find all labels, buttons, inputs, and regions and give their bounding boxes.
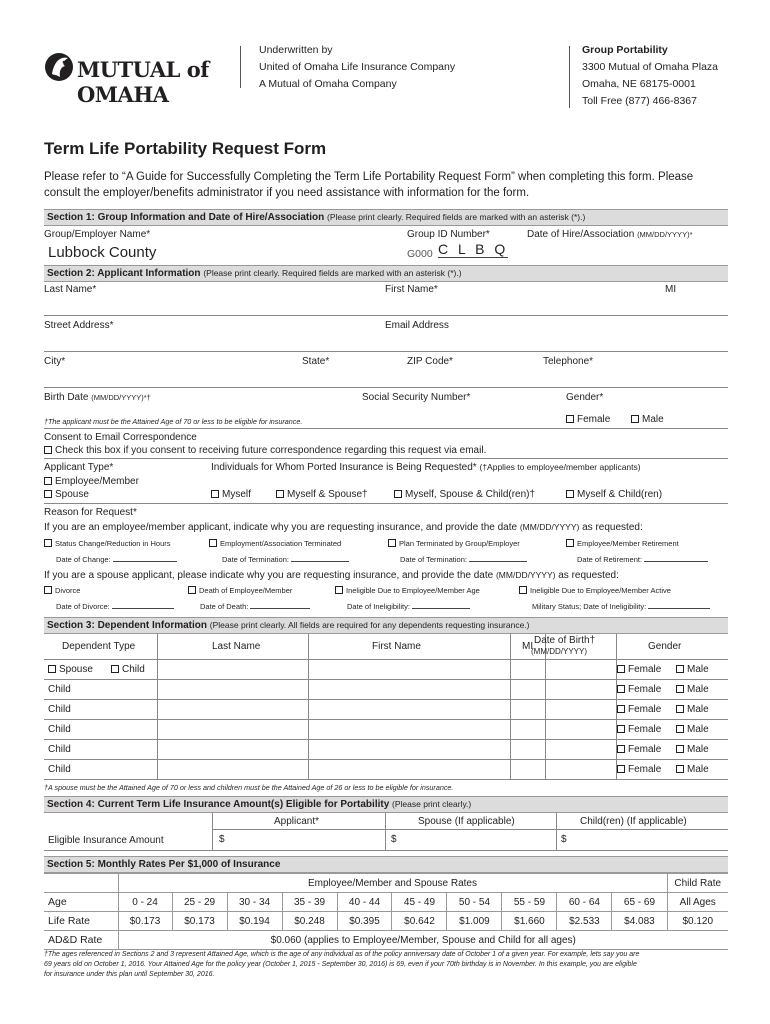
- emp-reason-text: [44, 522, 643, 533]
- emp-reason-4-checkbox[interactable]: [566, 539, 574, 547]
- age-cell: 55 - 59: [502, 893, 557, 912]
- sp-date-2[interactable]: [200, 602, 310, 611]
- first-name-field[interactable]: [385, 297, 655, 313]
- row-divider: [44, 679, 728, 680]
- applicant-type-label: Applicant Type*: [44, 462, 114, 473]
- dep-male-option[interactable]: [676, 684, 709, 695]
- dep-female-label: Female: [628, 744, 662, 755]
- section4-title: Section 4: Current Term Life Insurance Amount(s) Eligible for Portability: [47, 799, 390, 810]
- applicant-col: Applicant*: [274, 816, 320, 827]
- group-id-prefix: G000: [407, 248, 433, 260]
- emp-reason-2-label: Employment/Association Terminated: [220, 539, 342, 548]
- consent-checkbox[interactable]: [44, 446, 52, 454]
- myself-children-option[interactable]: [566, 489, 662, 500]
- add-rate-text: $0.060 (applies to Employee/Member, Spouse and Child for all ages): [118, 931, 728, 950]
- rate-cell: $0.173: [118, 912, 172, 931]
- age-cell: 30 - 34: [227, 893, 282, 912]
- col-mi: MI: [522, 641, 534, 652]
- group-name-label: Group/Employer Name*: [44, 229, 151, 240]
- ssn-field[interactable]: [362, 405, 552, 415]
- col-first-name: First Name: [372, 641, 421, 652]
- underwriter-line3: A Mutual of Omaha Company: [259, 78, 397, 90]
- sp-reason-1[interactable]: [44, 586, 80, 595]
- dep-female-label: Female: [628, 684, 662, 695]
- rate-cell: $1.009: [447, 912, 502, 931]
- dep-female-label: Female: [628, 764, 662, 775]
- dependent-table: [44, 634, 728, 780]
- intro-text: [44, 169, 734, 201]
- individuals-note: (†Applies to employee/member applicants): [479, 462, 641, 472]
- emp-reason-4[interactable]: [566, 539, 679, 548]
- emp-date-3[interactable]: [400, 555, 527, 564]
- divider: [44, 503, 728, 504]
- sp-reason-3-checkbox[interactable]: [335, 586, 343, 594]
- emp-reason-2-checkbox[interactable]: [209, 539, 217, 547]
- rate-cell: $0.173: [172, 912, 227, 931]
- state-label: State*: [302, 356, 330, 367]
- divider: [44, 351, 728, 352]
- age-note: †The applicant must be the Attained Age of 70 or less to be eligible for insurance.: [44, 417, 303, 426]
- add-rate-label: AD&D Rate: [44, 931, 118, 950]
- dep-female-label: Female: [628, 704, 662, 715]
- emp-reason-1-checkbox[interactable]: [44, 539, 52, 547]
- section3-title: Section 3: Dependent Information: [47, 620, 208, 631]
- section3-footnote: †A spouse must be the Attained Age of 70 or less and children must be the Attained Age of 26 or less to be eligible for insurance.: [44, 783, 454, 792]
- sp-reason-3[interactable]: [335, 586, 480, 595]
- telephone-label: Telephone*: [543, 356, 594, 367]
- dep-child-label: Child: [122, 664, 145, 675]
- dep-male-option[interactable]: [676, 664, 709, 675]
- dep-male-checkbox[interactable]: [676, 665, 684, 673]
- sp-date-4-label: Military Status; Date of Ineligibility:: [532, 602, 647, 611]
- consent-option[interactable]: [44, 445, 486, 456]
- age-cell: 25 - 29: [172, 893, 227, 912]
- dep-row-label: Child: [48, 764, 71, 775]
- age-cell: 0 - 24: [118, 893, 172, 912]
- telephone-field[interactable]: [543, 369, 723, 385]
- sp-date-1-label: Date of Divorce:: [56, 602, 110, 611]
- myself-option[interactable]: [211, 489, 251, 500]
- dep-spouse-checkbox[interactable]: [48, 665, 56, 673]
- emp-date-3-label: Date of Termination:: [400, 555, 467, 564]
- address-line2: Omaha, NE 68175-0001: [582, 78, 696, 90]
- col-divider: [510, 634, 511, 780]
- dep-female-option[interactable]: [617, 764, 661, 775]
- child-age-cell: All Ages: [667, 893, 728, 912]
- col-divider: [157, 634, 158, 780]
- city-label: City*: [44, 356, 66, 367]
- rates-table: [44, 873, 728, 950]
- add-rate-row: [44, 931, 728, 950]
- children-col: [580, 816, 687, 827]
- rates-corner: [44, 874, 118, 893]
- sp-reason-4-checkbox[interactable]: [519, 586, 527, 594]
- rate-cell: $0.248: [282, 912, 337, 931]
- sp-reason-2-checkbox[interactable]: [188, 586, 196, 594]
- dep-female-checkbox[interactable]: [617, 705, 625, 713]
- hire-date-text: Date of Hire/Association: [527, 229, 635, 240]
- age-cell: 65 - 69: [612, 893, 667, 912]
- emp-date-1[interactable]: [56, 555, 177, 564]
- sp-reason-4[interactable]: [519, 586, 671, 595]
- consent-title: Consent to Email Correspondence: [44, 432, 197, 443]
- dep-male-checkbox[interactable]: [676, 745, 684, 753]
- logo-text: MUTUAL of OMAHA: [77, 57, 209, 107]
- emp-reason-2[interactable]: [209, 539, 341, 548]
- sp-reason-3-label: Ineligible Due to Employee/Member Age: [346, 586, 480, 595]
- sp-reason-as-requested: as requested:: [558, 570, 619, 581]
- row-divider: [44, 779, 728, 780]
- dep-male-label: Male: [687, 764, 709, 775]
- age-label: Age: [44, 893, 118, 912]
- rates-group-header: Employee/Member and Spouse Rates: [118, 874, 667, 893]
- last-name-field[interactable]: [44, 297, 374, 313]
- dep-child-checkbox[interactable]: [111, 665, 119, 673]
- dep-male-label: Male: [687, 664, 709, 675]
- dep-male-checkbox[interactable]: [676, 725, 684, 733]
- employee-member-checkbox[interactable]: [44, 477, 52, 485]
- rate-cell: $4.083: [612, 912, 667, 931]
- footnote-line3: for insurance under this plan until September 30, 2016.: [44, 971, 215, 978]
- ssn-label: Social Security Number*: [362, 392, 471, 403]
- row-divider: [44, 739, 728, 740]
- sp-reason-1-label: Divorce: [55, 586, 81, 595]
- section1-title: Section 1: Group Information and Date of Hire/Association: [47, 212, 325, 223]
- spouse-type-option[interactable]: [48, 664, 93, 675]
- col-divider: [385, 813, 386, 851]
- dep-male-label: Male: [687, 744, 709, 755]
- emp-reason-as-requested: as requested:: [582, 522, 643, 533]
- emp-reason-3-label: Plan Terminated by Group/Employer: [399, 539, 520, 548]
- phone: Toll Free (877) 466-8367: [582, 95, 697, 107]
- individuals-text: Individuals for Whom Ported Insurance is Being Requested*: [211, 462, 477, 473]
- email-label: Email Address: [385, 320, 449, 331]
- col-dependent-type: Dependent Type: [62, 641, 136, 652]
- life-rate-row: [44, 912, 728, 931]
- emp-date-2[interactable]: [222, 555, 349, 564]
- street-field[interactable]: [44, 333, 374, 349]
- age-row: [44, 893, 728, 912]
- dep-male-option[interactable]: [676, 704, 709, 715]
- section5-title: Section 5: Monthly Rates Per $1,000 of Insurance: [47, 859, 281, 870]
- dep-male-checkbox[interactable]: [676, 685, 684, 693]
- underwriter-line2: United of Omaha Life Insurance Company: [259, 61, 456, 73]
- col-gender: Gender: [648, 641, 682, 652]
- myself-children-checkbox[interactable]: [566, 490, 574, 498]
- section1-header: [44, 209, 728, 226]
- city-field[interactable]: [44, 369, 294, 385]
- myself-spouse-option[interactable]: [276, 489, 368, 500]
- children-col-label: Child(ren): [580, 816, 624, 827]
- life-rate-label: Life Rate: [44, 912, 118, 931]
- footnote-line2: 69 years old on October 1, 2016. Your Attained Age for the policy year (October 1, 2015 - September 30, 2016) is 69, even if your 70th birthday is in November. In this example, you are eligible: [44, 961, 637, 968]
- myself-spouse-label: Myself & Spouse†: [287, 489, 368, 500]
- age-cell: 60 - 64: [557, 893, 612, 912]
- birth-date-label: [44, 392, 151, 403]
- dep-male-option[interactable]: [676, 724, 709, 735]
- last-name-label: Last Name*: [44, 284, 97, 295]
- female-checkbox[interactable]: [566, 415, 574, 423]
- dep-row-label: Child: [48, 724, 71, 735]
- col-dob: Date of Birth†: [534, 635, 596, 646]
- myself-spouse-children-checkbox[interactable]: [394, 490, 402, 498]
- group-id-label: Group ID Number*: [407, 229, 490, 240]
- section4-header: [44, 796, 728, 813]
- spouse-col: [418, 816, 515, 827]
- spouse-amount-field[interactable]: $: [391, 834, 397, 845]
- sp-reason-2[interactable]: [188, 586, 292, 595]
- intro-line2: consult the employer/benefits administrator if you need assistance with information for the form.: [44, 187, 530, 199]
- underwriter-line1: Underwritten by: [259, 44, 333, 56]
- section5-header: [44, 856, 728, 873]
- section2-note: (Please print clearly. Required fields are marked with an asterisk (*).): [203, 268, 462, 278]
- dep-row-label: Child: [48, 704, 71, 715]
- col-divider: [212, 813, 213, 851]
- myself-children-label: Myself & Child(ren): [577, 489, 663, 500]
- spouse-label: Spouse: [55, 489, 89, 500]
- sp-reason-2-label: Death of Employee/Member: [199, 586, 293, 595]
- dep-female-option[interactable]: [617, 724, 661, 735]
- mi-label: MI: [665, 284, 677, 295]
- dep-female-label: Female: [628, 664, 662, 675]
- dep-female-option[interactable]: [617, 684, 661, 695]
- divider: [44, 387, 728, 388]
- divider: [44, 428, 728, 429]
- emp-reason-date-format: (MM/DD/YYYY): [519, 522, 580, 532]
- birth-date-field[interactable]: [44, 405, 344, 415]
- zip-label: ZIP Code*: [407, 356, 453, 367]
- children-col-note: (If applicable): [626, 816, 687, 827]
- dep-female-checkbox[interactable]: [617, 725, 625, 733]
- spouse-option[interactable]: [44, 489, 89, 500]
- dep-male-option[interactable]: [676, 744, 709, 755]
- child-type-option[interactable]: [111, 664, 145, 675]
- child-rate-cell: $0.120: [667, 912, 728, 931]
- birth-date-text: Birth Date: [44, 392, 89, 403]
- dep-female-option[interactable]: [617, 664, 661, 675]
- divider: [44, 458, 728, 459]
- dep-male-label: Male: [687, 684, 709, 695]
- age-cell: 35 - 39: [282, 893, 337, 912]
- amount-table: [44, 813, 728, 851]
- individuals-label: [211, 462, 641, 473]
- section3-note: (Please print clearly. All fields are required for any dependents requesting insurance.): [209, 620, 530, 630]
- dep-female-checkbox[interactable]: [617, 665, 625, 673]
- intro-line1: Please refer to “A Guide for Successfully Completing the Term Life Portability Request Form” when completing this form. Please: [44, 171, 694, 183]
- row-divider: [44, 659, 728, 660]
- consent-text: Check this box if you consent to receiving future correspondence regarding this request via email.: [55, 445, 487, 456]
- reason-title: Reason for Request*: [44, 507, 137, 518]
- group-id-field[interactable]: C L B Q: [438, 241, 509, 257]
- logo-emblem-icon: [44, 50, 74, 84]
- myself-spouse-children-label: Myself, Spouse & Child(ren)†: [405, 489, 536, 500]
- dep-male-option[interactable]: [676, 764, 709, 775]
- sp-date-1[interactable]: [56, 602, 174, 611]
- row-divider: [44, 699, 728, 700]
- dep-row-label: Child: [48, 744, 71, 755]
- first-name-label: First Name*: [385, 284, 438, 295]
- street-label: Street Address*: [44, 320, 114, 331]
- rates-child-header: Child Rate: [667, 874, 728, 893]
- rate-cell: $0.642: [392, 912, 447, 931]
- header-divider-right: [569, 46, 570, 108]
- dep-spouse-label: Spouse: [59, 664, 93, 675]
- emp-reason-3[interactable]: [388, 539, 520, 548]
- myself-spouse-checkbox[interactable]: [276, 490, 284, 498]
- birth-date-format: (MM/DD/YYYY)*†: [91, 393, 151, 402]
- sp-reason-date-format: (MM/DD/YYYY): [495, 570, 556, 580]
- emp-reason-1-label: Status Change/Reduction in Hours: [55, 539, 171, 548]
- male-label: Male: [642, 414, 664, 425]
- male-checkbox[interactable]: [631, 415, 639, 423]
- spouse-checkbox[interactable]: [44, 490, 52, 498]
- sp-date-3[interactable]: [347, 602, 470, 611]
- section3-header: [44, 617, 728, 634]
- sp-date-3-label: Date of Ineligibility:: [347, 602, 410, 611]
- section2-title: Section 2: Applicant Information: [47, 268, 201, 279]
- emp-reason-3-checkbox[interactable]: [388, 539, 396, 547]
- age-cell: 45 - 49: [392, 893, 447, 912]
- address-line1: 3300 Mutual of Omaha Plaza: [582, 61, 718, 73]
- myself-checkbox[interactable]: [211, 490, 219, 498]
- dep-male-label: Male: [687, 704, 709, 715]
- emp-reason-sentence: If you are an employee/member applicant, indicate why you are requesting insurance, and provide the date: [44, 522, 518, 533]
- dep-row-label: Child: [48, 684, 71, 695]
- page-title: Term Life Portability Request Form: [44, 139, 327, 158]
- dep-female-checkbox[interactable]: [617, 685, 625, 693]
- female-label: Female: [577, 414, 611, 425]
- eligible-amount-label: Eligible Insurance Amount: [48, 835, 164, 846]
- dep-male-checkbox[interactable]: [676, 705, 684, 713]
- group-name-field[interactable]: Lubbock County: [48, 244, 157, 261]
- sp-reason-text: [44, 570, 619, 581]
- row-divider: [212, 829, 728, 830]
- email-field[interactable]: [385, 333, 725, 349]
- age-cell: 50 - 54: [447, 893, 502, 912]
- row-divider: [44, 759, 728, 760]
- emp-date-1-label: Date of Change:: [56, 555, 111, 564]
- row-divider: [44, 850, 728, 851]
- dep-male-checkbox[interactable]: [676, 765, 684, 773]
- col-divider: [308, 634, 309, 780]
- rate-cell: $2.533: [557, 912, 612, 931]
- footnote-line1: †The ages referenced in Sections 2 and 3 represent Attained Age, which is the age of any individual as of the policy anniversary date of October 1 of a given year. For example, lets say you are: [44, 951, 640, 958]
- col-dob-format: (MM/DD/YYYY): [531, 647, 587, 656]
- sp-reason-sentence: If you are a spouse applicant, please indicate why you are requesting insurance, and provide the date: [44, 570, 494, 581]
- dep-female-checkbox[interactable]: [617, 745, 625, 753]
- divider: [44, 315, 728, 316]
- emp-reason-4-label: Employee/Member Retirement: [577, 539, 679, 548]
- state-field[interactable]: [302, 369, 397, 385]
- myself-label: Myself: [222, 489, 251, 500]
- dep-female-checkbox[interactable]: [617, 765, 625, 773]
- underwriter-block: [259, 42, 455, 93]
- hire-date-label: [527, 229, 692, 240]
- dept-name: Group Portability: [582, 44, 668, 56]
- applicant-amount-field[interactable]: $: [219, 834, 225, 845]
- sp-date-2-label: Date of Death:: [200, 602, 249, 611]
- dep-female-label: Female: [628, 724, 662, 735]
- col-divider: [556, 813, 557, 851]
- children-amount-field[interactable]: $: [561, 834, 567, 845]
- section1-note: (Please print clearly. Required fields are marked with an asterisk (*).): [327, 212, 586, 222]
- dep-female-option[interactable]: [617, 744, 661, 755]
- rate-cell: $0.395: [337, 912, 392, 931]
- gender-female-option[interactable]: [566, 414, 610, 425]
- col-last-name: Last Name: [212, 641, 261, 652]
- zip-field[interactable]: [407, 369, 537, 385]
- logo: [44, 50, 244, 107]
- hire-date-field[interactable]: [527, 244, 727, 262]
- row-divider: [44, 719, 728, 720]
- spouse-col-note: (If applicable): [454, 816, 515, 827]
- header-divider: [240, 46, 241, 88]
- emp-reason-1[interactable]: [44, 539, 171, 548]
- gender-label: Gender*: [566, 392, 604, 403]
- sp-reason-4-label: Ineligible Due to Employee/Member Active: [530, 586, 671, 595]
- dep-male-label: Male: [687, 724, 709, 735]
- hire-date-format: (MM/DD/YYYY)*: [637, 230, 693, 239]
- rate-cell: $0.194: [227, 912, 282, 931]
- rate-cell: $1.660: [502, 912, 557, 931]
- section4-note: (Please print clearly.): [392, 799, 472, 809]
- address-block: [582, 42, 718, 110]
- gender-male-option[interactable]: [631, 414, 664, 425]
- rates-header-row: [44, 874, 728, 893]
- dep-female-option[interactable]: [617, 704, 661, 715]
- spouse-col-label: Spouse: [418, 816, 452, 827]
- emp-date-4[interactable]: [577, 555, 708, 564]
- sp-date-4[interactable]: [532, 602, 710, 611]
- section5-footnote: [44, 950, 639, 980]
- employee-member-option[interactable]: [44, 476, 139, 487]
- emp-date-2-label: Date of Termination:: [222, 555, 289, 564]
- age-cell: 40 - 44: [337, 893, 392, 912]
- sp-reason-1-checkbox[interactable]: [44, 586, 52, 594]
- employee-member-label: Employee/Member: [55, 476, 139, 487]
- emp-date-4-label: Date of Retirement:: [577, 555, 643, 564]
- mi-field[interactable]: [665, 297, 725, 313]
- section2-header: [44, 265, 728, 282]
- myself-spouse-children-option[interactable]: [394, 489, 535, 500]
